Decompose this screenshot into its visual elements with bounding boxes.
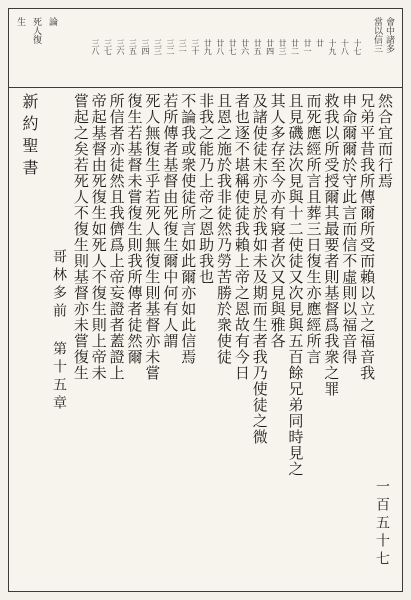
text-column: 然合宜而行焉 [376,93,394,189]
header-divider [9,87,402,88]
text-column: 非我之能乃上帝之恩助我也 [197,93,216,285]
verse-number: 廿 [315,39,325,47]
verse-number: 十九 [327,39,337,55]
verse-number: 三二 [165,39,175,55]
text-column: 不論我或衆使徒所言如此爾亦如此信焉 [179,93,198,365]
page-number: 一百五十七 [374,479,390,569]
verse-number: 廿七 [228,39,238,55]
verse-number: 三四 [140,39,150,55]
verse-number: 廿九 [203,39,213,55]
text-column: 者也逐不堪稱使徒我賴上帝之恩故有今日 [232,93,251,381]
verse-number: 十七 [352,39,362,55]
verse-number: 廿八 [215,39,225,55]
scripture-page [8,8,403,592]
header-note: 當以信三 [372,17,382,53]
text-column: 所信者亦徒然且我儕爲上帝妄證者蓋證上 [107,93,126,381]
text-column: 嘗起之矣若死人不復生則基督亦未嘗復生 [71,93,90,381]
verse-number-strip [91,39,362,71]
text-column: 救我以所受授爾其最要者則基督爲我衆之罪 [322,93,341,397]
top-right-notes [372,17,394,53]
text-column: 其人多存至今亦有寢者次又見與雅各 [268,93,287,349]
text-column: 申命爾爾於守此言而信不虛則以福音得 [340,93,359,365]
verse-number: 三一 [178,39,188,55]
verse-number: 廿四 [265,39,275,55]
header-note: 會中諸多 [384,17,394,53]
marginal-note: 死人復 [31,17,41,44]
verse-number: 三六 [115,39,125,55]
verse-number: 三八 [91,39,100,55]
text-column: 若所傳者基督由死復生爾中何有人謂 [161,93,180,349]
marginal-note: 生 [15,17,25,26]
scripture-text [72,93,394,523]
verse-number: 三十 [190,39,200,55]
text-column: 而死應經所言且葬三日復生亦應經所言 [304,93,323,365]
marginal-note: 論 [47,17,57,26]
verse-number: 十八 [340,39,350,55]
text-column: 兄弟平昔我所傳爾所受而賴以立之福音我 [358,93,377,381]
verse-number: 廿五 [253,39,263,55]
verse-number: 廿六 [240,39,250,55]
text-column: 且見磯法次見與十二使徒又次見與五百餘兄弟同時見之 [286,93,305,477]
text-column: 帝起基督由死復生如死人不復生則上帝未 [89,93,108,381]
verse-number: 廿三 [278,39,288,55]
text-column: 死人無復生乎若死人無復生則基督亦未嘗 [143,93,162,381]
chapter-title: 哥林多前 第十五章 [51,249,67,413]
verse-number: 三五 [128,39,138,55]
verse-number: 三七 [103,39,113,55]
verse-number: 廿二 [290,39,300,55]
book-title: 新約聖書 [20,93,39,181]
verse-number: 廿一 [302,39,312,55]
text-column: 且恩之施於我非徒然乃勞苦勝於衆使徒 [215,93,233,365]
text-column: 及諸使徒末亦見於我如未及期而生者我乃使徒之微 [250,93,269,445]
verse-number: 三三 [153,39,163,55]
text-column: 復生若基督未嘗復生則我所傳者徒然爾 [125,93,144,365]
